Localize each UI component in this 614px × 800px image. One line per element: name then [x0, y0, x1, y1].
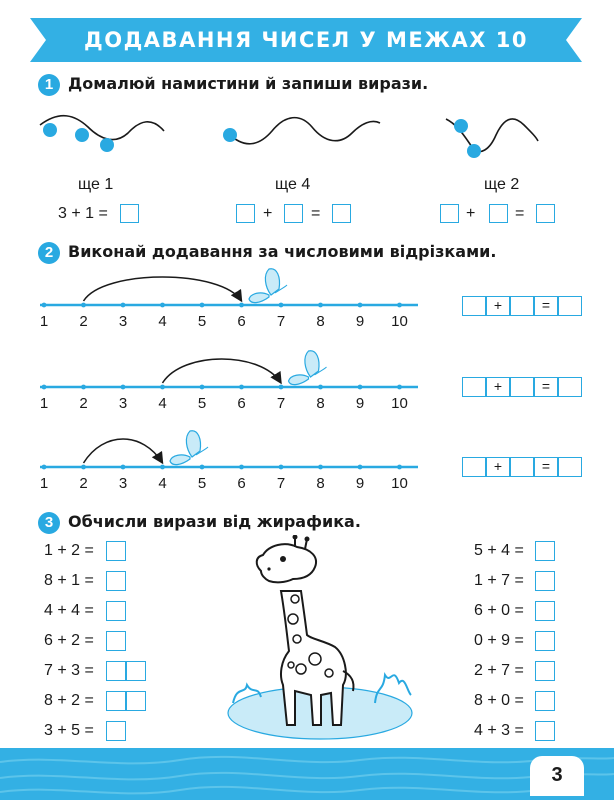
tick-label: 9 — [355, 395, 365, 412]
tick-label: 1 — [39, 313, 49, 330]
task-3-title: Обчисли вирази від жирафика. — [68, 512, 361, 531]
tick-dot — [121, 465, 126, 470]
tick-dot — [279, 303, 284, 308]
bead-caption-3: ще 2 — [484, 176, 520, 193]
answer-cell[interactable] — [462, 377, 486, 397]
tick-label: 6 — [237, 395, 246, 412]
expression: 4 + 3 = — [474, 722, 524, 739]
plus-cell: + — [486, 457, 510, 477]
bead-caption-1: ще 1 — [78, 176, 114, 193]
answer-cell[interactable] — [558, 377, 582, 397]
bead-icon — [454, 119, 468, 133]
tick-dot — [279, 385, 284, 390]
answer-box[interactable] — [106, 601, 126, 621]
tick-label: 9 — [355, 313, 365, 330]
expression: 0 + 9 = — [474, 632, 524, 649]
answer-box[interactable] — [535, 661, 555, 681]
bead-icon — [223, 128, 237, 142]
tick-dot — [239, 465, 244, 470]
plus-cell: + — [486, 296, 510, 316]
tick-label: 10 — [391, 475, 408, 492]
expression: 8 + 1 = — [44, 572, 94, 589]
bead-strings — [0, 105, 614, 165]
plus-cell: + — [486, 377, 510, 397]
tick-label: 6 — [237, 475, 246, 492]
tick-dot — [239, 303, 244, 308]
answer-box[interactable] — [106, 541, 126, 561]
answer-box[interactable] — [489, 204, 508, 223]
equals-sign: = — [515, 205, 525, 222]
answer-box[interactable] — [440, 204, 459, 223]
answer-row-1 — [462, 296, 558, 316]
expression: 8 + 0 = — [474, 692, 524, 709]
answer-box[interactable] — [236, 204, 255, 223]
answer-box[interactable] — [535, 601, 555, 621]
tick-dot — [318, 465, 323, 470]
tick-dot — [42, 303, 47, 308]
answer-box[interactable] — [332, 204, 351, 223]
expression: 6 + 0 = — [474, 602, 524, 619]
butterfly-icon — [170, 431, 208, 465]
answer-cell[interactable] — [462, 296, 486, 316]
answer-row-3 — [462, 457, 558, 477]
answer-box[interactable] — [535, 691, 555, 711]
answer-box[interactable] — [106, 631, 126, 651]
giraffe-illustration — [215, 535, 420, 745]
answer-box[interactable] — [126, 691, 146, 711]
tick-dot — [200, 465, 205, 470]
tick-label: 10 — [391, 313, 408, 330]
tick-label: 5 — [197, 313, 207, 330]
tick-label: 1 — [39, 475, 49, 492]
tick-label: 7 — [276, 475, 286, 492]
tick-label: 2 — [79, 475, 88, 492]
tick-label: 10 — [391, 395, 408, 412]
tick-dot — [200, 303, 205, 308]
tick-label: 3 — [118, 475, 128, 492]
equals-sign: = — [311, 205, 321, 222]
answer-box[interactable] — [106, 661, 126, 681]
task-3-number: 3 — [38, 512, 60, 534]
tick-label: 4 — [158, 313, 167, 330]
tick-dot — [81, 303, 86, 308]
tick-dot — [318, 303, 323, 308]
answer-box[interactable] — [126, 661, 146, 681]
expression: 5 + 4 = — [474, 542, 524, 559]
answer-box[interactable] — [535, 541, 555, 561]
tick-dot — [121, 303, 126, 308]
tick-dot — [279, 465, 284, 470]
tick-dot — [358, 385, 363, 390]
plus-sign: + — [263, 205, 273, 222]
answer-box[interactable] — [535, 631, 555, 651]
answer-box[interactable] — [535, 571, 555, 591]
answer-box[interactable] — [106, 721, 126, 741]
tick-label: 5 — [197, 395, 207, 412]
header-banner — [30, 18, 582, 62]
expression: 3 + 5 = — [44, 722, 94, 739]
tick-dot — [160, 465, 165, 470]
tick-label: 3 — [118, 313, 128, 330]
plus-sign: + — [466, 205, 476, 222]
tick-dot — [318, 385, 323, 390]
answer-cell[interactable] — [510, 296, 534, 316]
tick-dot — [358, 465, 363, 470]
answer-box[interactable] — [284, 204, 303, 223]
tick-dot — [397, 303, 402, 308]
footer-wave-band — [0, 748, 614, 800]
answer-cell[interactable] — [558, 457, 582, 477]
tick-dot — [121, 385, 126, 390]
expression: 1 + 2 = — [44, 542, 94, 559]
page-number: 3 — [530, 756, 584, 796]
answer-box[interactable] — [120, 204, 139, 223]
expression: 8 + 2 = — [44, 692, 94, 709]
tick-label: 7 — [276, 395, 286, 412]
butterfly-icon — [289, 351, 327, 385]
answer-cell[interactable] — [462, 457, 486, 477]
answer-cell[interactable] — [510, 377, 534, 397]
bead-string-2 — [228, 118, 380, 144]
tick-dot — [397, 385, 402, 390]
tick-dot — [200, 385, 205, 390]
bead-string-1 — [40, 116, 164, 140]
tick-label: 6 — [237, 313, 246, 330]
tick-label: 2 — [79, 395, 88, 412]
bead-icon — [75, 128, 89, 142]
tick-label: 7 — [276, 313, 286, 330]
tick-label: 3 — [118, 395, 128, 412]
answer-cell[interactable] — [510, 457, 534, 477]
bead-icon — [43, 123, 57, 137]
bead-caption-2: ще 4 — [275, 176, 311, 193]
page-title: ДОДАВАННЯ ЧИСЕЛ У МЕЖАХ 10 — [84, 28, 528, 52]
answer-cell[interactable] — [558, 296, 582, 316]
tick-dot — [160, 303, 165, 308]
tick-dot — [239, 385, 244, 390]
tick-dot — [42, 385, 47, 390]
equals-cell: = — [534, 296, 558, 316]
number-lines — [0, 255, 460, 485]
answer-row-2 — [462, 377, 558, 397]
tick-dot — [81, 465, 86, 470]
tick-dot — [358, 303, 363, 308]
answer-box[interactable] — [106, 571, 126, 591]
jump-arrow — [84, 277, 242, 301]
task-2-number: 2 — [38, 242, 60, 264]
tick-label: 2 — [79, 313, 88, 330]
tick-label: 5 — [197, 475, 207, 492]
tick-dot — [42, 465, 47, 470]
answer-box[interactable] — [535, 721, 555, 741]
task-1-title: Домалюй намистини й запиши вирази. — [68, 74, 429, 93]
bead-expression-1: 3 + 1 = — [58, 205, 108, 222]
equals-cell: = — [534, 377, 558, 397]
tick-label: 8 — [316, 475, 325, 492]
bead-icon — [467, 144, 481, 158]
jump-arrow — [84, 439, 163, 463]
tick-dot — [397, 465, 402, 470]
expression: 7 + 3 = — [44, 662, 94, 679]
expression: 4 + 4 = — [44, 602, 94, 619]
tick-label: 8 — [316, 313, 325, 330]
expression: 1 + 7 = — [474, 572, 524, 589]
bead-icon — [100, 138, 114, 152]
jump-arrow — [163, 359, 282, 383]
answer-box[interactable] — [106, 691, 126, 711]
tick-label: 8 — [316, 395, 325, 412]
answer-box[interactable] — [536, 204, 555, 223]
task-2-title: Виконай додавання за числовими відрізками. — [68, 242, 497, 261]
expression: 6 + 2 = — [44, 632, 94, 649]
tick-label: 4 — [158, 395, 167, 412]
tick-label: 9 — [355, 475, 365, 492]
expression: 2 + 7 = — [474, 662, 524, 679]
tick-dot — [81, 385, 86, 390]
equals-cell: = — [534, 457, 558, 477]
tick-label: 4 — [158, 475, 167, 492]
tick-label: 1 — [39, 395, 49, 412]
butterfly-icon — [249, 269, 287, 303]
task-1-number: 1 — [38, 74, 60, 96]
tick-dot — [160, 385, 165, 390]
